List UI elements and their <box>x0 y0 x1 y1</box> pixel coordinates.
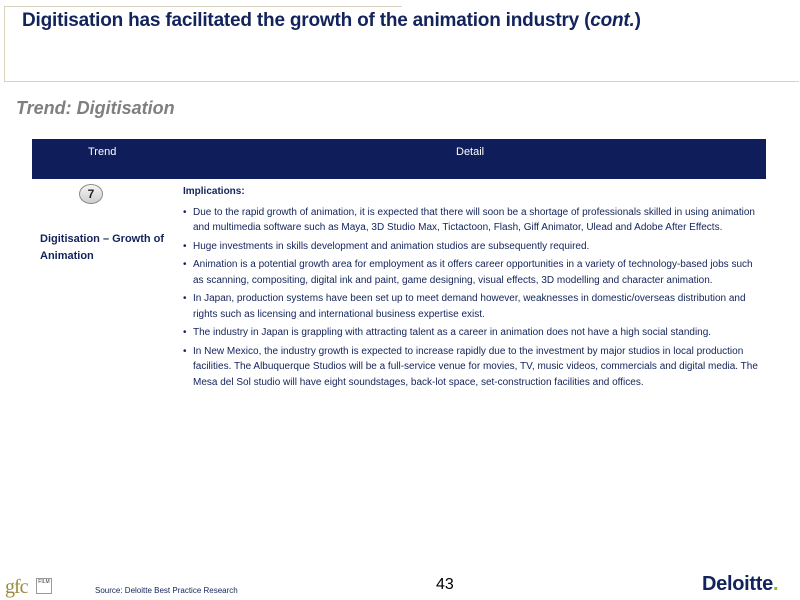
title-top-rule <box>4 6 402 7</box>
gfc-film-mark: FILM <box>36 578 52 594</box>
list-item: • In Japan, production systems have been set up to meet demand however, weaknesses in domestic/overseas distribution and rights such as licensing and international business expertise exist. <box>183 291 763 322</box>
gfc-logo: gfc <box>5 576 28 598</box>
title-main: Digitisation has facilitated the growth of the animation industry ( <box>22 10 591 31</box>
header-detail: Detail <box>456 146 485 158</box>
list-item: • Due to the rapid growth of animation, it is expected that there will soon be a shortage of professionals skilled in using animation and multimedia software such as Maya, 3D Studio Max, Tictactoon, Flash, Giff Animator, Ulead and Adobe After Effects. <box>183 205 763 236</box>
detail-cell <box>183 184 763 393</box>
source-note: Source: Deloitte Best Practice Research <box>95 586 238 595</box>
deloitte-dot: . <box>772 573 779 595</box>
section-subtitle: Trend: Digitisation <box>16 98 175 118</box>
title-close: ) <box>634 10 641 31</box>
list-item: • Huge investments in skills development and animation studios are subsequently required. <box>183 239 763 255</box>
implications-list <box>183 205 763 391</box>
list-item: • The industry in Japan is grappling with attracting talent as a career in animation does not have a high social standing. <box>183 325 763 341</box>
implications-label: Implications: <box>183 186 245 197</box>
title-cont: cont. <box>590 10 635 31</box>
deloitte-logo <box>702 573 778 596</box>
page-number: 43 <box>436 576 454 593</box>
table-header <box>32 139 766 179</box>
header-trend: Trend <box>88 146 117 158</box>
page-title <box>22 10 641 32</box>
trend-number-badge: 7 <box>79 184 103 204</box>
deloitte-wordmark: Deloitte <box>702 573 773 595</box>
trend-name: Digitisation – Growth of Animation <box>40 233 165 262</box>
list-item: • Animation is a potential growth area for employment as it offers career opportunities in a variety of technology-based jobs such as scanning, compositing, digital ink and paint, game designing, visual effects, 3D modelling and character animation. <box>183 257 763 288</box>
list-item: • In New Mexico, the industry growth is expected to increase rapidly due to the investment by major studios in local production facilities. The Albuquerque Studios will be a full-service venue for movies, TV, music videos, commercials and digital media. The Mesa del Sol studio will have eight soundstages, back-lot space, set-construction facilities and offices. <box>183 344 763 391</box>
